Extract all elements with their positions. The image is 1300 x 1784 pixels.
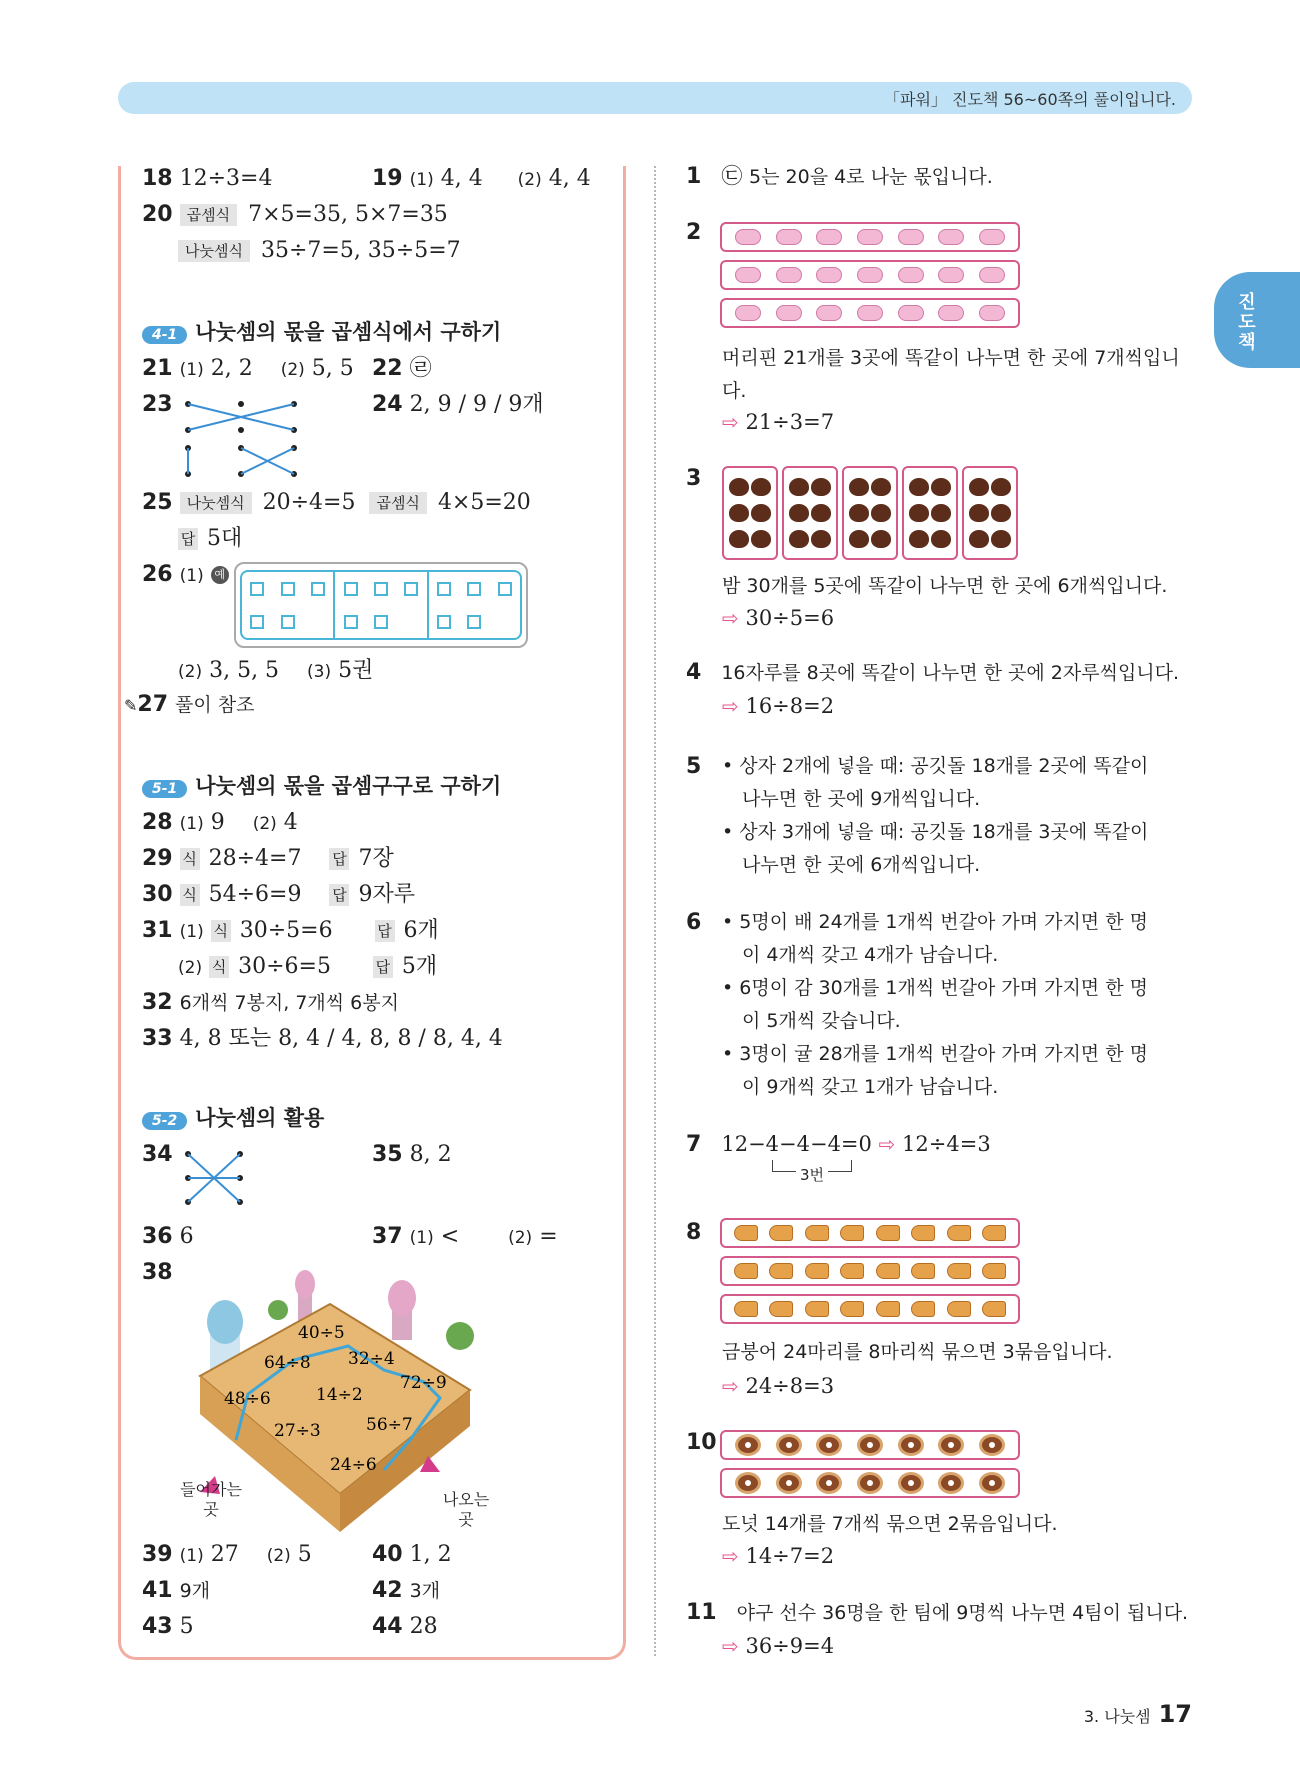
q20: 20 곱셈식 7×5=35, 5×7=35: [142, 202, 448, 227]
maze-cell-7: 27÷3: [274, 1421, 321, 1441]
q32: 32 6개씩 7봉지, 7개씩 6봉지: [142, 990, 399, 1015]
q30: 30 식 54÷6=9 답 9자루: [142, 882, 415, 907]
r8-text: 금붕어 24마리를 8마리씩 묶으면 3묶음입니다.: [722, 1341, 1113, 1363]
r10: 10: [686, 1430, 717, 1455]
q39: 39 (1) 27 (2) 5: [142, 1542, 312, 1567]
r1: 1 ㉢ 5는 20을 4로 나눈 몫입니다.: [686, 164, 993, 189]
q24: 24 2, 9 / 9 / 9개: [372, 392, 544, 417]
q40: 40 1, 2: [372, 1542, 452, 1567]
goldfish-row-1: [720, 1218, 1020, 1248]
section-4-1: 4-1 나눗셈의 몫을 곱셈식에서 구하기: [142, 316, 501, 346]
q25: 25 나눗셈식 20÷4=5 곱셈식 4×5=20: [142, 490, 531, 515]
q41: 41 9개: [142, 1578, 211, 1603]
maze-cell-2: 32÷4: [348, 1349, 395, 1369]
donut-row-2: [720, 1468, 1020, 1498]
q38: 38: [142, 1260, 173, 1285]
r2-text: 머리핀 21개를 3곳에 똑같이 나누면 한 곳에 7개씩입니다.: [722, 347, 1180, 402]
q33: 33 4, 8 또는 8, 4 / 4, 8, 8 / 8, 4, 4: [142, 1026, 503, 1051]
r7-note: 3번: [796, 1164, 828, 1185]
header-text: 「파워」 진도책 56~60쪽의 풀이입니다.: [884, 90, 1176, 109]
q25-answer: 답 5대: [178, 524, 242, 554]
maze-cell-6: 14÷2: [316, 1385, 363, 1405]
maze-cell-9: 24÷6: [330, 1455, 377, 1475]
r4: 4 16자루를 8곳에 똑같이 나누면 한 곳에 2자루씩입니다.: [686, 660, 1180, 685]
q19: 19 (1) 4, 4 (2) 4, 4: [372, 166, 591, 191]
maze-cell-3: 64÷8: [264, 1353, 311, 1373]
maze-entrance-label: 들어가는 곳: [180, 1480, 242, 1519]
chestnut-group-4: [902, 466, 958, 560]
r6-bullets: • 5명이 배 24개를 1개씩 번갈아 가며 가지면 한 명 이 4개씩 갖고 4개가 남습니다. • 6명이 감 30개를 1개씩 번갈아 가며 가지면 한 명 이 5개씩 갖습니다. • 3명이 귤 28개를 1개씩 번갈아 가며 가지면 한 명 이 9개씩 갖고 1개가 남습니다.: [722, 911, 1148, 1098]
maze-exit-label: 나오는 곳: [442, 1490, 490, 1529]
r3: 3: [686, 466, 702, 491]
hairpin-row-3: [720, 298, 1020, 328]
q18: 18 12÷3=4: [142, 166, 273, 191]
q37: 37 (1) < (2) =: [372, 1224, 558, 1249]
q26-parts: (2) 3, 5, 5 (3) 5권: [178, 658, 374, 683]
column-divider: [654, 166, 656, 1656]
r4-equation: ⇨ 16÷8=2: [722, 694, 835, 718]
r3-equation: ⇨ 30÷5=6: [722, 606, 835, 630]
q42: 42 3개: [372, 1578, 441, 1603]
r8-equation: ⇨ 24÷8=3: [722, 1374, 835, 1398]
side-tab-label: 진도책: [1235, 292, 1256, 352]
section-5-1: 5-1 나눗셈의 몫을 곱셈구구로 구하기: [142, 770, 501, 800]
section-5-2: 5-2 나눗셈의 활용: [142, 1102, 324, 1132]
q26: 26 (1) 예: [142, 560, 229, 591]
q43: 43 5: [142, 1614, 194, 1639]
q31: 31 (1) 식 30÷5=6 답 6개: [142, 918, 439, 943]
goldfish-row-3: [720, 1294, 1020, 1324]
r2-equation: ⇨ 21÷3=7: [722, 410, 835, 434]
page-footer: [1084, 1700, 1192, 1728]
chestnut-group-3: [842, 466, 898, 560]
r10-equation: ⇨ 14÷7=2: [722, 1544, 835, 1568]
q26-bookshelf-diagram: [234, 562, 528, 648]
q23-dot-diagram: [180, 394, 310, 484]
q27: ✎27 풀이 참조: [124, 692, 255, 717]
r5-bullets: • 상자 2개에 넣을 때: 공깃돌 18개를 2곳에 똑같이 나누면 한 곳에 9개씩입니다. • 상자 3개에 넣을 때: 공깃돌 18개를 3곳에 똑같이 나누면 한 곳에 6개씩입니다.: [722, 755, 1149, 876]
q21: 21 (1) 2, 2 (2) 5, 5: [142, 356, 354, 381]
maze-cell-1: 40÷5: [298, 1323, 345, 1343]
q44: 44 28: [372, 1614, 438, 1639]
maze-cell-8: 56÷7: [366, 1415, 413, 1435]
q34-dot-diagram: [180, 1146, 250, 1212]
r10-text: 도넛 14개를 7개씩 묶으면 2묶음입니다.: [722, 1513, 1058, 1535]
chapter-side-tab: [1214, 272, 1300, 368]
r3-text: 밤 30개를 5곳에 똑같이 나누면 한 곳에 6개씩입니다.: [722, 575, 1168, 597]
r2: 2: [686, 220, 702, 245]
chapter-label: 3. 나눗셈: [1083, 1707, 1151, 1726]
q34: 34: [142, 1142, 173, 1167]
page-number: 17: [1158, 1700, 1192, 1728]
q31-part2: (2) 식 30÷6=5 답 5개: [178, 954, 438, 979]
hairpin-row-1: [720, 222, 1020, 252]
chestnut-group-2: [782, 466, 838, 560]
r5: 5: [686, 754, 702, 779]
r6: 6: [686, 910, 702, 935]
chestnut-group-5: [962, 466, 1018, 560]
r8: 8: [686, 1220, 702, 1245]
q20-division: 나눗셈식 35÷7=5, 35÷5=7: [178, 236, 461, 266]
q22: 22 ㉣: [372, 356, 432, 381]
q23: 23: [142, 392, 173, 417]
q28: 28 (1) 9 (2) 4: [142, 810, 298, 835]
maze-cell-5: 48÷6: [224, 1389, 271, 1409]
q29: 29 식 28÷4=7 답 7장: [142, 846, 394, 871]
hairpin-row-2: [720, 260, 1020, 290]
q36: 36 6: [142, 1224, 194, 1249]
r11-equation: ⇨ 36÷9=4: [722, 1634, 835, 1658]
q35: 35 8, 2: [372, 1142, 452, 1167]
r11: 11 야구 선수 36명을 한 팀에 9명씩 나누면 4팀이 됩니다.: [686, 1600, 1189, 1625]
donut-row-1: [720, 1430, 1020, 1460]
chestnut-group-1: [722, 466, 778, 560]
maze-cell-4: 72÷9: [400, 1373, 447, 1393]
goldfish-row-2: [720, 1256, 1020, 1286]
r7: 7 12−4−4−4=0 ⇨ 12÷4=3: [686, 1132, 991, 1157]
header-bar: [118, 82, 1192, 114]
